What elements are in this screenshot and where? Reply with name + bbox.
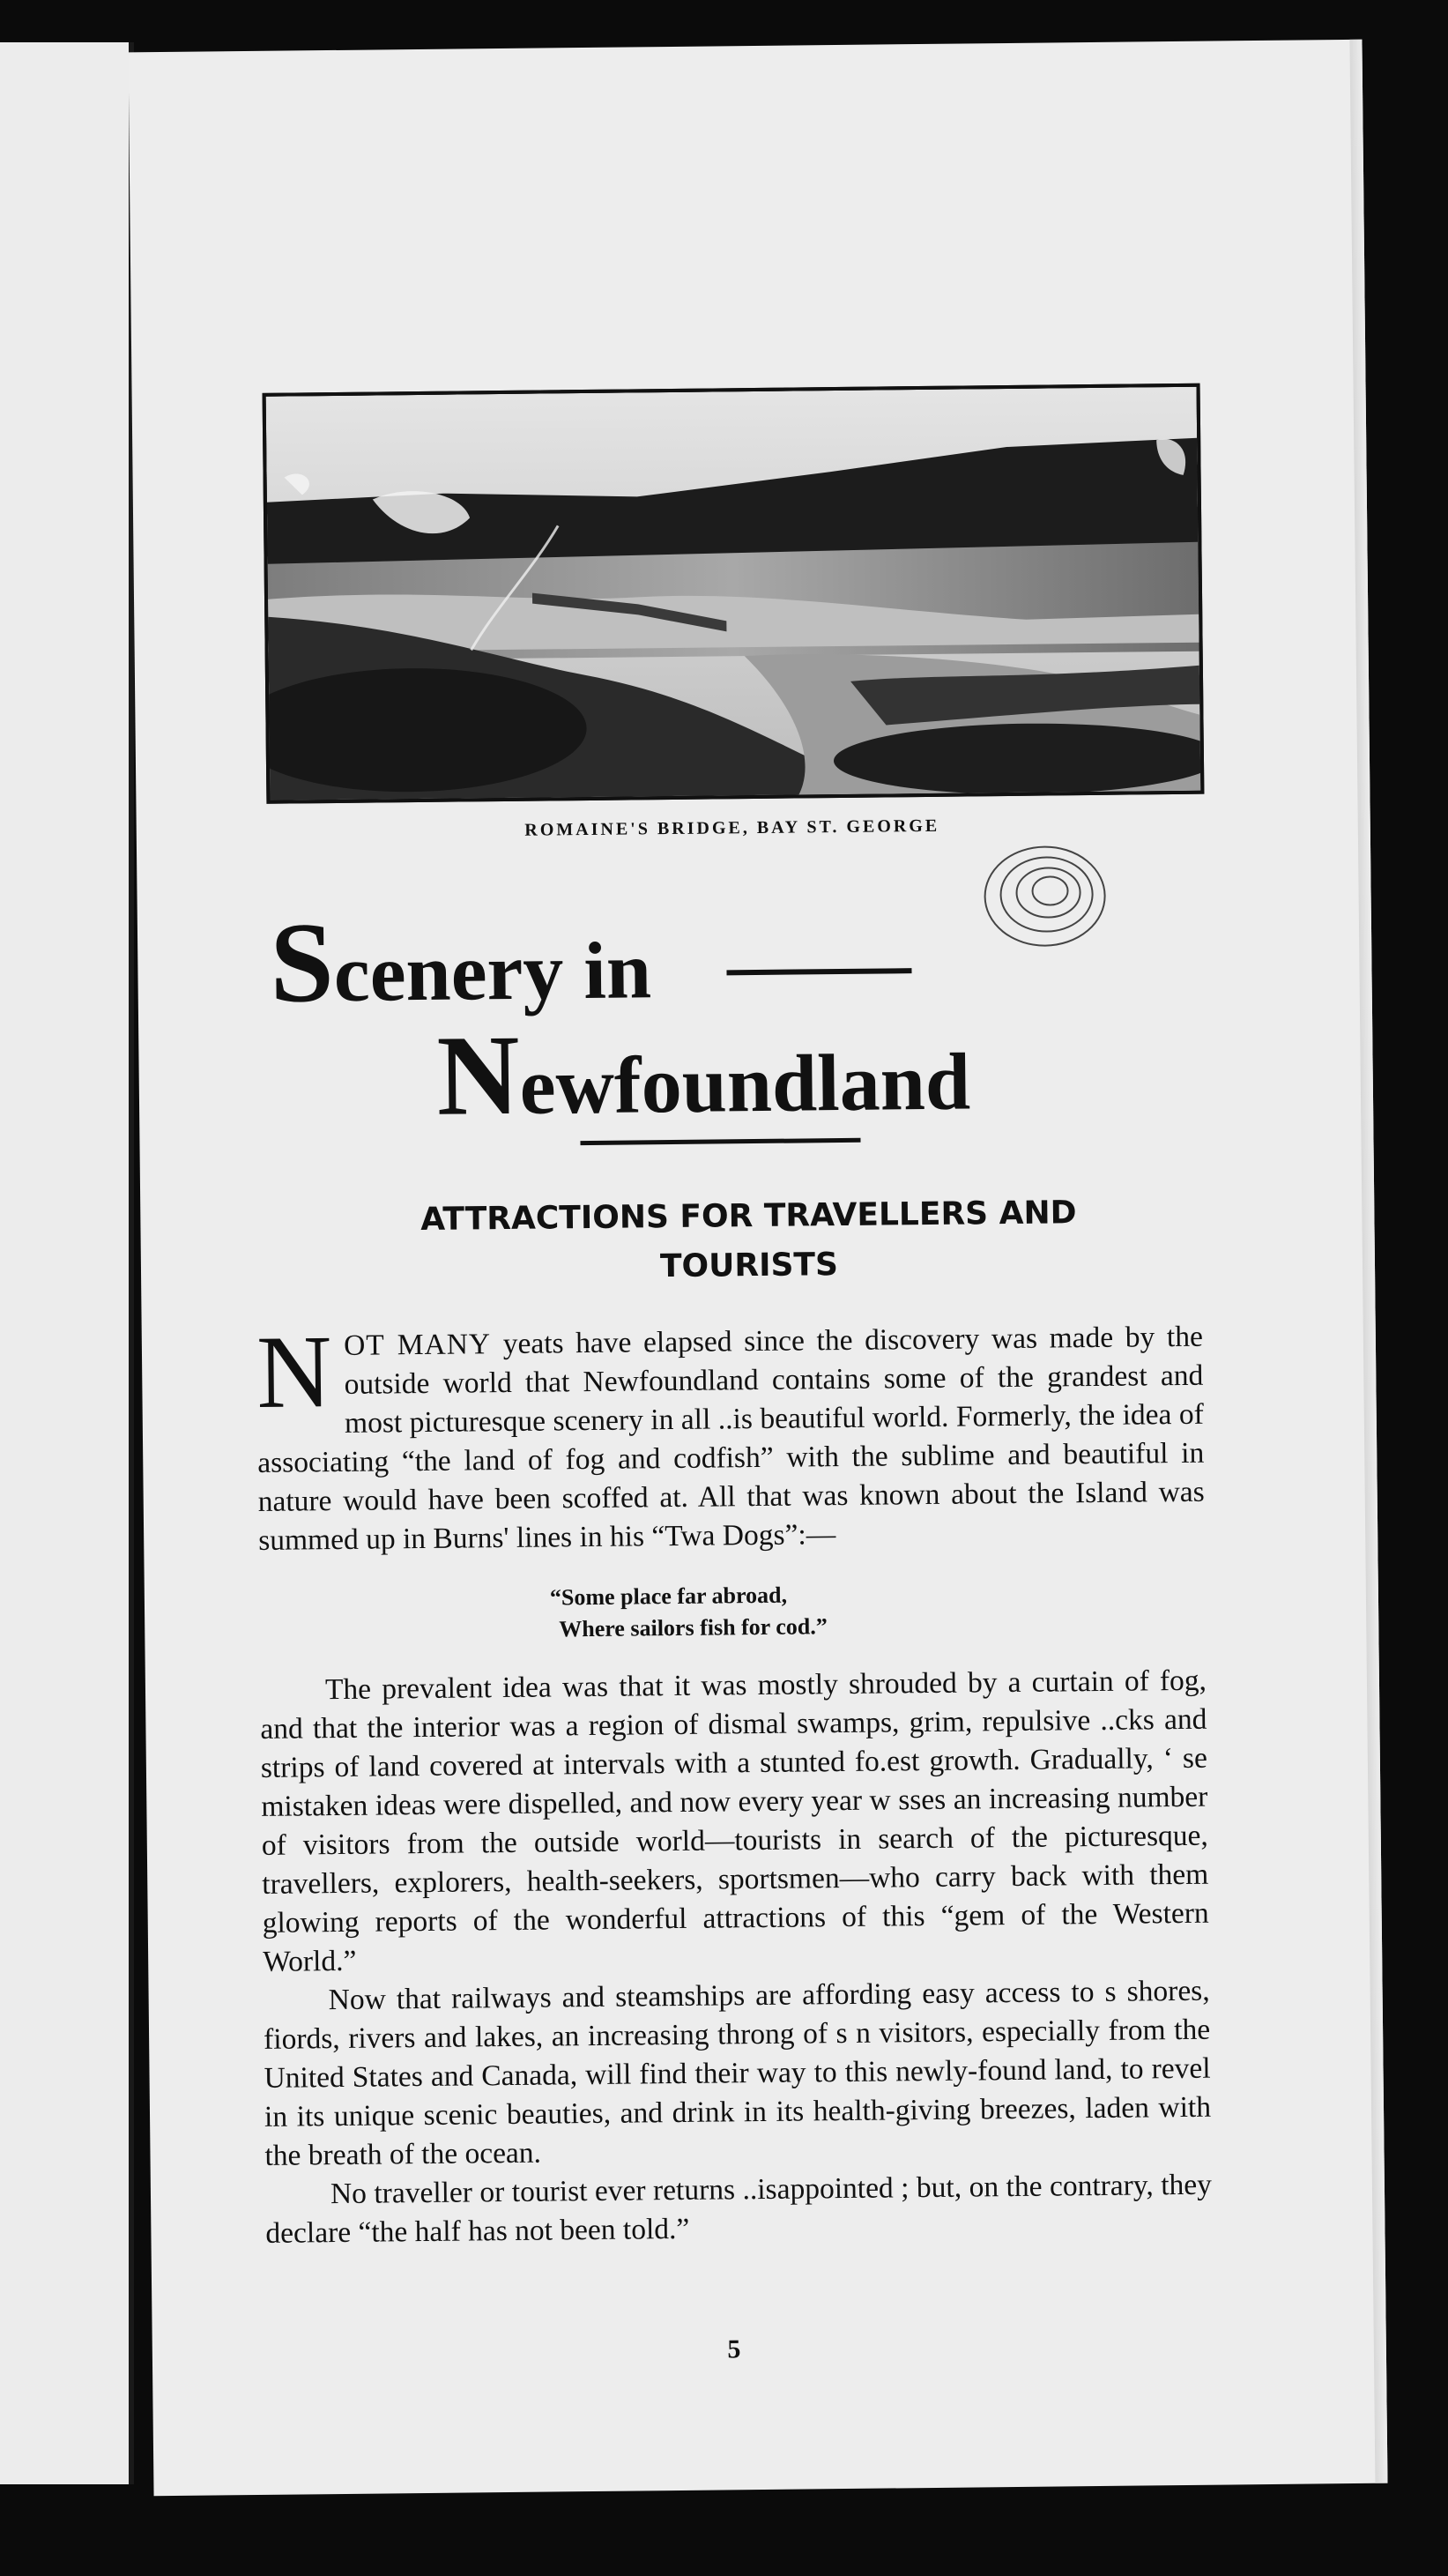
paragraph-2: The prevalent idea was that it was mostly shrouded by a curtain of fog, and that the interior was a region of dismal swamps, grim, repulsive ..cks and strips of land covered at intervals with a stunted fo.est growth. Gradually, ‘ se mistaken ideas were dispelled, and now every year w sses an increasing number of visitors from the outside world—tourists in search of the picturesque, travellers, explorers, health-seekers, sportsmen—who carry back with them glowing reports of the wonderful attractions of this “gem of the Western World.” bbox=[260, 1664, 1209, 1978]
title-line-2 bbox=[436, 1004, 971, 1142]
title-text-2: ewfoundland bbox=[519, 1036, 971, 1131]
page-number: 5 bbox=[727, 2334, 741, 2364]
photo-caption: ROMAINE'S BRIDGE, BAY ST. GEORGE bbox=[524, 815, 940, 840]
facing-page-edge bbox=[0, 42, 134, 2484]
title-cap-s: S bbox=[269, 899, 335, 1027]
drop-cap: N bbox=[256, 1314, 333, 1430]
quote-line-1: “Some place far abroad, bbox=[549, 1582, 788, 1611]
article-body bbox=[256, 1314, 1213, 2253]
book-page bbox=[129, 40, 1388, 2497]
paragraph-1 bbox=[256, 1314, 1206, 1560]
burns-quote bbox=[550, 1575, 1207, 1646]
paragraph-1-text: yeats have elapsed since the discovery was made by the outside world that Newfoundland contains some of the grandest and most picturesque scenery in all ..is beautiful world. Formerly, the idea of associating “the land of fog and codfish” with the sublime and beautiful in nature would have been scoffed at. All that was known about the Island was summed up in Burns' lines in his “Twa Dogs”:— bbox=[257, 1320, 1205, 1557]
title-cap-n: N bbox=[435, 1011, 521, 1140]
subheading: ATTRACTIONS FOR TRAVELLERS AND TOURISTS bbox=[420, 1195, 1077, 1285]
paragraph-3: Now that railways and steamships are affording easy access to s shores, fiords, rivers and lakes, an increasing throng of s n visitors, especially from the United States and Canada, will find their way to this newly-found land, to revel in its unique scenic beauties, and drink in its health-giving breezes, laden with the breath of the ocean. bbox=[263, 1974, 1212, 2172]
swirl-ornament-icon bbox=[974, 843, 1116, 959]
photo-romaines-bridge bbox=[263, 383, 1205, 804]
quote-line-2: Where sailors fish for cod.” bbox=[559, 1613, 828, 1642]
lead-words: OT MANY bbox=[343, 1328, 492, 1362]
paragraph-4: No traveller or tourist ever returns ..isappointed ; but, on the contrary, they declare “the half has not been told.” bbox=[265, 2168, 1213, 2250]
title-text-1: cenery in bbox=[333, 925, 652, 1019]
title-inline-rule bbox=[726, 968, 911, 975]
